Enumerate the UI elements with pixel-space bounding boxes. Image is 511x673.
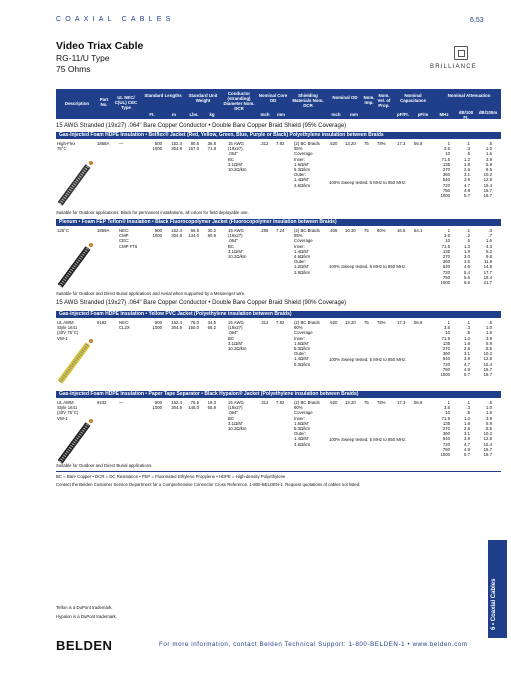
g1b2-mhz: 1 3.6 10 71.5 135 270 360 540 720 750 1000 — [440, 228, 450, 286]
g2b1-kg: 34.5 68.2 — [207, 320, 216, 331]
g1b1-od-in: .520 — [329, 141, 338, 146]
divider — [56, 471, 501, 472]
sub-db-ft: dB/100 Ft. — [458, 110, 474, 120]
g1b2-core-mm: 7.24 — [276, 228, 285, 233]
g2b2-mhz: 1 3.6 10 71.5 135 270 360 540 720 750 1000 — [440, 400, 450, 458]
g2b2-kg: 19.3 65.9 — [207, 400, 216, 411]
g2b1-pfft: 17.3 — [397, 320, 406, 325]
g1b1-sweep: 100% Sweep tested. 5 MHz to 850 MHz. — [329, 180, 407, 185]
group2-spec: 15 AWG Stranded (19x27) .064" Bare Copper Conductor • Double Bare Copper Braid Shield (90% Coverage) — [56, 300, 347, 306]
sub-core-inch: Inch — [260, 112, 270, 117]
g1b2-pfm: 54.1 — [414, 228, 423, 233]
g2b2-sweep: 100% Sweep tested. 5 MHz to 850 MHz. — [329, 437, 407, 442]
g1b2-shield: (2) BC Braids 95% Coverage Inner: 1.4Ω/M' 4.6Ω/km Outer: 1.2Ω/M' 3.9Ω/km — [294, 228, 320, 275]
sub-od-inch: Inch — [331, 112, 341, 117]
g2b1-pfm: 56.8 — [414, 320, 423, 325]
sub-pf-m: pF/m — [417, 112, 429, 117]
g2b1-dbm: .5 1.0 1.6 3.9 5.9 8.5 10.2 12.8 15.4 15.7 18.7 — [483, 320, 492, 378]
g2b1-core-mm: 7.92 — [276, 320, 285, 325]
sub-lbs: Lbs. — [189, 112, 199, 117]
g1b2-desc: 125°C — [57, 228, 69, 233]
col-impedance: Nom. Imp. — [363, 95, 375, 105]
g1b1-note: Suitable for Outdoor applications. Black for permanent installations, all colors for field deployable use. — [56, 210, 249, 215]
g2b1-od-mm: 13.20 — [345, 320, 356, 325]
col-conductor: Conductor (stranding) Diameter Nom. DCR — [223, 91, 255, 111]
g2b2-dbm: .5 1.0 1.6 3.9 5.9 8.5 10.2 12.8 15.4 15.7 18.7 — [483, 400, 492, 458]
g1b2-dbm: .3 .7 1.6 4.3 6.2 9.8 11.8 14.8 17.7 18.4 21.7 — [483, 228, 492, 286]
g1b1-vel: 78% — [377, 141, 386, 146]
sub-od-mm: mm — [350, 112, 358, 117]
group1-spec: 15 AWG Stranded (19x27) .064" Bare Copper Conductor • Double Bare Copper Braid Shield (95% Coverage) — [56, 123, 347, 129]
g1b1-lbs: 80.5 157.0 — [188, 141, 199, 152]
g1b1-imp: 75 — [364, 141, 369, 146]
contact-note: Contact the Belden Customer Service Department for a Comprehensive Connector Cross Reference. 1-800-BELDEN-1. Request quotations of cables not listed. — [56, 482, 361, 487]
col-nec-type: UL NEC/ C(UL) CEC Type — [114, 95, 138, 110]
g1b1-meters: 152.4 304.8 — [171, 141, 182, 152]
g2b2-desc: UL AWM Style 1641 (30V 75°C) VW-1 — [57, 400, 79, 421]
belden-logo: BELDEN — [56, 638, 113, 653]
g2b1-sweep: 100% Sweep tested. 5 MHz to 850 MHz. — [329, 357, 407, 362]
col-description: Description — [64, 101, 90, 106]
g2b1-lbs: 76.0 150.0 — [188, 320, 199, 331]
g2b2-lbs: 76.5 145.0 — [188, 400, 199, 411]
g2b1-part: 9182 — [97, 320, 107, 325]
g2b2-vel: 78% — [377, 400, 386, 405]
sub-ft: Ft. — [149, 112, 155, 117]
g1b2-sweep: 100% Sweep tested. 5 MHz to 850 MHz. — [329, 264, 407, 269]
g2b2-nec: — — [119, 400, 124, 405]
cable-image — [58, 242, 98, 288]
sub-core-mm: mm — [277, 112, 285, 117]
g2b1-nec: NEC: CL2X — [119, 320, 130, 331]
g1b2-note: Suitable for Outdoor and Direct Burial applications and Aerial when supported by a Messenger wire. — [56, 291, 246, 296]
table-header — [56, 89, 501, 119]
sub-mhz: MHz — [439, 112, 449, 117]
g2b2-core-mm: 7.92 — [276, 400, 285, 405]
g1b2-part: 1859A — [97, 228, 110, 233]
g2b2-pfft: 17.3 — [397, 400, 406, 405]
g1b2-kg: 30.2 60.9 — [207, 228, 216, 239]
side-tab-label: 6 • Coaxial Cables — [491, 578, 497, 630]
g1b2-dbft: .1 .2 .5 1.3 1.9 3.0 3.6 4.5 5.4 5.6 6.6 — [464, 228, 470, 286]
g2b2-od-mm: 13.20 — [345, 400, 356, 405]
g1b2-lengths: 500 1000 — [152, 228, 162, 239]
page-number: 6.53 — [470, 17, 484, 24]
brilliance-logo-text: BRILLIANCE — [430, 64, 478, 70]
brilliance-logo-icon — [454, 46, 468, 60]
g2b1-vel: 78% — [377, 320, 386, 325]
g1b2-od-in: .406 — [329, 228, 338, 233]
g1b2-conductor: 15 AWG (19x27) .064" BC 3.1Ω/M' 10.2Ω/km — [228, 228, 247, 260]
g1b1-dbm: .5 1.0 1.6 3.9 5.9 8.5 10.2 12.8 15.4 15.7 18.7 — [483, 141, 492, 199]
col-velocity: Nom. Vel. of Prop. — [377, 93, 391, 108]
g2b1-desc: UL AWM Style 1641 (30V 75°C) VW-1 — [57, 320, 79, 341]
group2-bar1-title: Gas-Injected Foam HDPE Insulation • Yellow PVC Jacket (Polyethylene insulation between Braids) — [56, 311, 501, 318]
section-header: COAXIAL CABLES — [56, 16, 175, 23]
g2b1-core-in: .312 — [260, 320, 269, 325]
g1b2-core-in: .285 — [260, 228, 269, 233]
g2b1-od-in: .520 — [329, 320, 338, 325]
g2b2-core-in: .312 — [260, 400, 269, 405]
sub-db-m: dB/100m — [478, 110, 498, 115]
g2b1-imp: 75 — [364, 320, 369, 325]
g2b2-dbft: .1 .3 .5 1.2 1.8 2.6 3.1 3.9 4.7 4.8 5.7 — [464, 400, 470, 458]
col-unit-weight: Standard Unit Weight — [188, 93, 218, 103]
footer-contact: For more information, contact Belden Technical Support: 1-800-BELDEN-1 • www.belden.com — [159, 641, 468, 648]
abbreviation-legend: BC = Bare Copper • DCR = DC Resistance • FEP = Fluorinated Ethylene Propylene • HDPE = High-density Polyethylene — [56, 474, 286, 479]
g2b2-lengths: 500 1000 — [152, 400, 162, 411]
col-attenuation: Nominal Attenuation — [447, 93, 491, 98]
g1b1-lengths: 500 1000 — [152, 141, 162, 152]
g1b1-dbft: .1 .3 .5 1.2 1.8 2.6 3.1 3.9 4.7 4.8 5.7 — [464, 141, 470, 199]
g1b1-core-in: .312 — [260, 141, 269, 146]
g1b1-nec: — — [119, 141, 124, 146]
trademark-hypalon: Hypalon is a DuPont trademark. — [56, 614, 117, 619]
g2b2-meters: 152.4 304.8 — [171, 400, 182, 411]
g1b1-shield: (2) BC Braids 95% Coverage Inner: 1.6Ω/M' 5.3Ω/km Outer: 1.4Ω/M' 4.6Ω/km — [294, 141, 320, 188]
g2b1-dbft: .1 .3 .5 1.2 1.8 2.6 3.1 3.9 4.7 4.8 5.7 — [464, 320, 470, 378]
cable-image — [58, 418, 98, 464]
g1b2-nec: NEC: CMP CEC: CMP FT6 — [119, 228, 138, 249]
g1b1-core-mm: 7.92 — [276, 141, 285, 146]
g2b2-pfm: 56.8 — [414, 400, 423, 405]
g2b2-part: 9232 — [97, 400, 107, 405]
group1-bar1-title: Gas-Injected Foam HDPE Insulation • Belflex® Jacket (Red, Yellow, Green, Blue, Purple or Black) Polyethylene insulation between Braids — [56, 132, 501, 139]
g2b2-shield: (2) BC Braids 90% Coverage Inner: 1.6Ω/M' 5.3Ω/km Outer: 1.4Ω/M' 4.6Ω/km — [294, 400, 320, 447]
col-part-no: Part No. — [99, 97, 109, 107]
g2b2-imp: 75 — [364, 400, 369, 405]
g2b2-od-in: .520 — [329, 400, 338, 405]
col-shielding: Shielding Materials Nom. DCR — [292, 93, 324, 108]
page-subtitle: RG-11/U Type — [56, 53, 110, 63]
g1b1-mhz: 1 3.6 10 71.5 135 270 360 540 720 750 1000 — [440, 141, 450, 199]
trademark-teflon: Teflon is a DuPont trademark. — [56, 605, 113, 610]
g1b1-kg: 36.8 71.8 — [207, 141, 216, 152]
g1b1-part: 1858A — [97, 141, 110, 146]
g1b2-od-mm: 10.30 — [345, 228, 356, 233]
g1b2-imp: 75 — [364, 228, 369, 233]
g1b2-meters: 152.4 304.8 — [171, 228, 182, 239]
group2-bar2-title: Gas-Injected Foam HDPE Insulation • Paper Tape Separator • Black Hypalon® Jacket (Polyethylene insulation between Braids) — [56, 391, 501, 398]
g1b1-desc: High-Flex 75°C — [57, 141, 76, 152]
sub-pf-ft: pF/Ft. — [397, 112, 409, 117]
g1b2-lbs: 66.5 134.0 — [188, 228, 199, 239]
cable-image — [58, 338, 98, 384]
g2b1-meters: 152.4 304.8 — [171, 320, 182, 331]
g2b1-shield: (2) BC Braids 90% Coverage Inner: 1.6Ω/M' 5.3Ω/km Outer: 1.4Ω/M' 5.3Ω/km — [294, 320, 320, 367]
section-side-tab[interactable] — [488, 540, 507, 638]
g1b1-od-mm: 13.20 — [345, 141, 356, 146]
g2b2-note: Suitable for Outdoor and Direct Burial applications. — [56, 463, 153, 468]
col-std-lengths: Standard Lengths — [144, 93, 182, 98]
g2b1-mhz: 1 3.6 10 71.5 135 270 360 540 720 750 1000 — [440, 320, 450, 378]
cable-image — [58, 160, 98, 206]
g1b2-pfft: 16.5 — [397, 228, 406, 233]
col-core-od: Nominal Core OD — [258, 93, 288, 103]
g1b1-pfm: 56.8 — [414, 141, 423, 146]
g1b2-vel: 80% — [377, 228, 386, 233]
g1b1-pfft: 17.3 — [397, 141, 406, 146]
col-nominal-od: Nominal OD — [332, 95, 358, 100]
g2b1-conductor: 15 AWG (19x27) .064" BC 3.1Ω/M' 10.2Ω/km — [228, 320, 247, 352]
sub-m: m — [172, 112, 176, 117]
impedance-label: 75 Ohms — [56, 64, 91, 74]
group1-bar2-title: Plenum • Foam FEP Teflon® Insulation • Black Fluorocopolymer Jacket (Fluorocopolymer insulation between Braids) — [56, 219, 501, 226]
g2b1-lengths: 500 1000 — [152, 320, 162, 331]
page-title: Video Triax Cable — [56, 40, 144, 52]
sub-kg: kg — [209, 112, 215, 117]
col-capacitance: Nominal Capacitance — [400, 93, 426, 103]
g1b1-conductor: 15 AWG (19x27) .064" BC 3.1Ω/M' 10.2Ω/km — [228, 141, 247, 173]
g2b2-conductor: 15 AWG (19x27) .064" BC 3.1Ω/M' 10.2Ω/km — [228, 400, 247, 432]
